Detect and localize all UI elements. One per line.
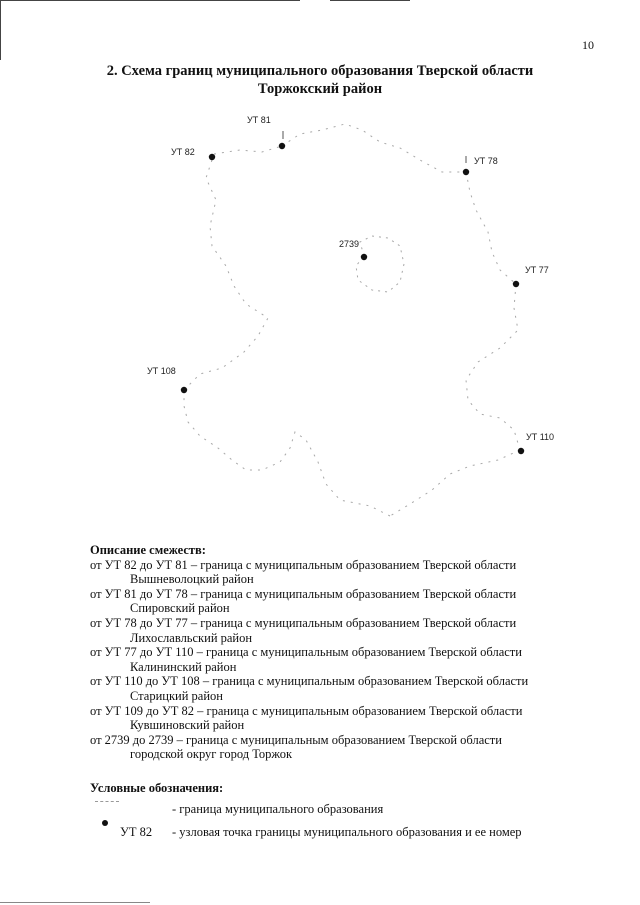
boundary-nodes [147, 115, 554, 454]
scan-edge-line-bottom [0, 902, 150, 903]
node-point-ut82 [209, 154, 215, 160]
node-point-2739 [361, 254, 367, 260]
node-label-ut108: УТ 108 [147, 366, 176, 376]
title-line-1: 2. Схема границ муниципального образования Тверской области [106, 63, 534, 79]
adjacency-item [90, 616, 590, 645]
legend-heading: Условные обозначения: [90, 781, 224, 795]
node-point-ut81 [279, 143, 285, 149]
node-label-ut77: УТ 77 [525, 265, 549, 275]
adjacency-neighbor: Калининский район [130, 659, 237, 674]
adjacency-line: от УТ 81 до УТ 78 – граница с муниципальным образованием Тверской области [90, 586, 517, 601]
node-label-ut110: УТ 110 [526, 432, 555, 442]
adjacency-item [90, 704, 590, 733]
adjacency-neighbor: Кувшиновский район [130, 718, 245, 733]
adjacency-line: от УТ 78 до УТ 77 – граница с муниципальным образованием Тверской области [90, 615, 517, 630]
adjacency-item [90, 645, 590, 674]
node-point-ut108 [181, 387, 187, 393]
legend-node-dot-icon [102, 820, 108, 826]
node-point-ut78 [463, 169, 469, 175]
adjacency-line: от УТ 82 до УТ 81 – граница с муниципальным образованием Тверской области [90, 557, 517, 572]
outer-boundary-line [184, 124, 520, 516]
node-point-ut110 [518, 448, 524, 454]
boundary-segment-south-west [184, 390, 390, 516]
boundary-segment-77-110 [466, 284, 520, 450]
adjacency-neighbor: городской округ город Торжок [130, 747, 293, 762]
node-label-2739: 2739 [339, 239, 360, 249]
node-label-ut78: УТ 78 [474, 156, 498, 166]
boundary-segment-82-81 [214, 146, 282, 154]
adjacency-line: от УТ 110 до УТ 108 – граница с муниципальным образованием Тверской области [90, 674, 529, 689]
node-label-ut81: УТ 81 [247, 115, 271, 125]
adjacency-description [90, 543, 590, 762]
boundary-segment-110-south [390, 450, 520, 516]
legend-boundary-line-sample [95, 801, 119, 802]
legend-boundary-text: - граница муниципального образования [172, 802, 384, 816]
node-label-ut82: УТ 82 [171, 147, 195, 157]
adjacency-item [90, 733, 590, 762]
adjacency-neighbor: Старицкий район [130, 688, 223, 703]
legend-node-label: УТ 82 [120, 825, 153, 839]
adjacency-item [90, 587, 590, 616]
boundary-segment-78-77 [466, 172, 516, 284]
node-point-ut77 [513, 281, 519, 287]
adjacency-item [90, 674, 590, 703]
adjacency-neighbor: Спировский район [130, 601, 230, 616]
adjacency-line: от УТ 77 до УТ 110 – граница с муниципальным образованием Тверской области [90, 645, 522, 660]
boundary-segment-81-78 [282, 124, 466, 172]
boundary-segment-108-82 [184, 160, 268, 390]
title-line-2: Торжокский район [257, 81, 383, 97]
inner-boundary-line-torzhok [356, 236, 404, 292]
page-number: 10 [582, 38, 594, 52]
adjacency-line: от УТ 109 до УТ 82 – граница с муниципальным образованием Тверской области [90, 703, 523, 718]
adjacency-item [90, 558, 590, 587]
adjacency-neighbor: Вышневолоцкий район [130, 572, 254, 587]
legend-node-text: - узловая точка границы муниципального образования и ее номер [172, 825, 522, 839]
adjacency-neighbor: Лихославльский район [130, 630, 253, 645]
adjacency-heading: Описание смежеств: [90, 543, 206, 557]
adjacency-line: от 2739 до 2739 – граница с муниципальным образованием Тверской области [90, 732, 502, 747]
